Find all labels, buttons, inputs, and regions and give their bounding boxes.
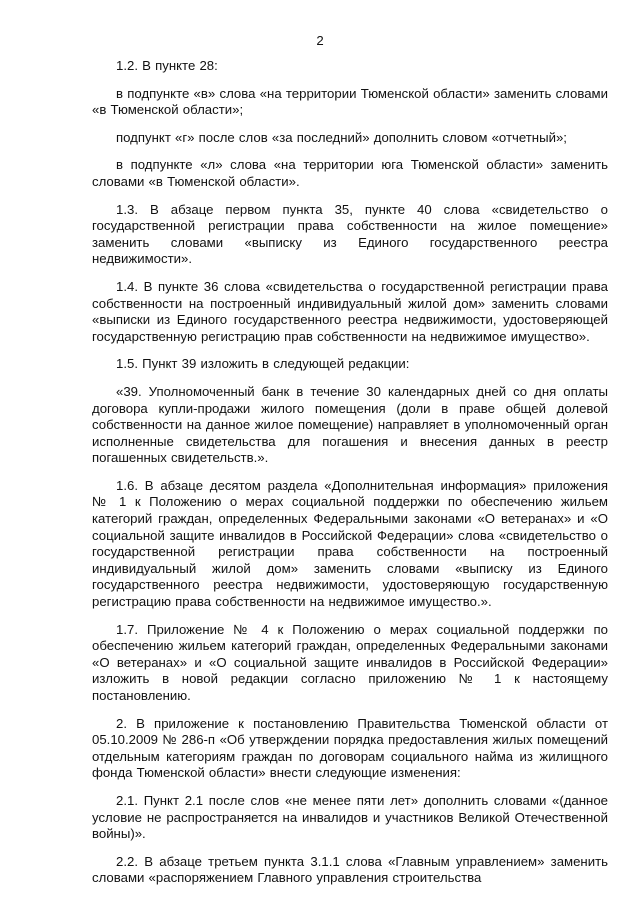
document-body (92, 58, 608, 898)
paragraph-1-2-l: в подпункте «л» слова «на территории юга Тюменской области» заменить словами «в Тюменской области». (92, 157, 608, 189)
paragraph-2-2: 2.2. В абзаце третьем пункта 3.1.1 слова «Главным управлением» заменить словами «распоряжением Главного управления строительства (92, 853, 608, 886)
paragraph-2: 2. В приложение к постановлению Правительства Тюменской области от 05.10.2009 № 286-п «Об утверждении порядка предоставления жилых помещений отдельным категориям граждан по договорам социального найма из жилищного фонда Тюменской области» внести следующие изменения: (92, 715, 608, 781)
paragraph-2-1: 2.1. Пункт 2.1 после слов «не менее пяти лет» дополнить словами «(данное условие не распространяется на инвалидов и участников Великой Отечественной войны)». (92, 792, 608, 842)
paragraph-1-2-v: в подпункте «в» слова «на территории Тюменской области» заменить словами «в Тюменской области»; (92, 85, 608, 118)
page-number: 2 (316, 33, 324, 48)
paragraph-1-6: 1.6. В абзаце десятом раздела «Дополнительная информация» приложения № 1 к Положению о мерах социальной поддержки по обеспечению жильем категорий граждан, определенных Федеральными законами «О ветеранах» и «О социальной защите инвалидов в Российской Федерации» слова «свидетельство о государственной регистрации права собственности на построенный индивидуальный жилой дом» заменить словами «выписку из Единого государственного реестра недвижимости, удостоверяющую государственную регистрацию права собственности на недвижимое имущество.». (92, 477, 608, 610)
paragraph-1-3: 1.3. В абзаце первом пункта 35, пункте 40 слова «свидетельство о государственной регистрации права собственности на жилое помещение» заменить словами «выписку из Единого государственного реестра недвижимости». (92, 201, 608, 267)
paragraph-39-text: «39. Уполномоченный банк в течение 30 календарных дней со дня оплаты договора купли-продажи жилого помещения (доли в праве общей долевой собственности на данное жилое помещение) направляет в уполномоченный орган исполненные свидетельства для погашения и внесения данных в реестр погашенных свидетельств.». (92, 383, 608, 466)
paragraph-1-2: 1.2. В пункте 28: (116, 58, 218, 73)
paragraph-1-2-g: подпункт «г» после слов «за последний» дополнить словом «отчетный»; (116, 129, 567, 145)
paragraph-1-7: 1.7. Приложение № 4 к Положению о мерах социальной поддержки по обеспечению жильем категорий граждан, определенных Федеральными законами «О ветеранах» и «О социальной защите инвалидов в Российской Федерации» изложить в новой редакции согласно приложению № 1 к настоящему постановлению. (92, 621, 608, 703)
paragraph-1-4: 1.4. В пункте 36 слова «свидетельства о государственной регистрации права собственности на построенный индивидуальный жилой дом» заменить словами «выписки из Единого государственного реестра недвижимости, удостоверяющей государственную регистрацию прав собственности на недвижимое имущество». (92, 278, 608, 344)
paragraph-1-5: 1.5. Пункт 39 изложить в следующей редакции: (116, 356, 410, 372)
